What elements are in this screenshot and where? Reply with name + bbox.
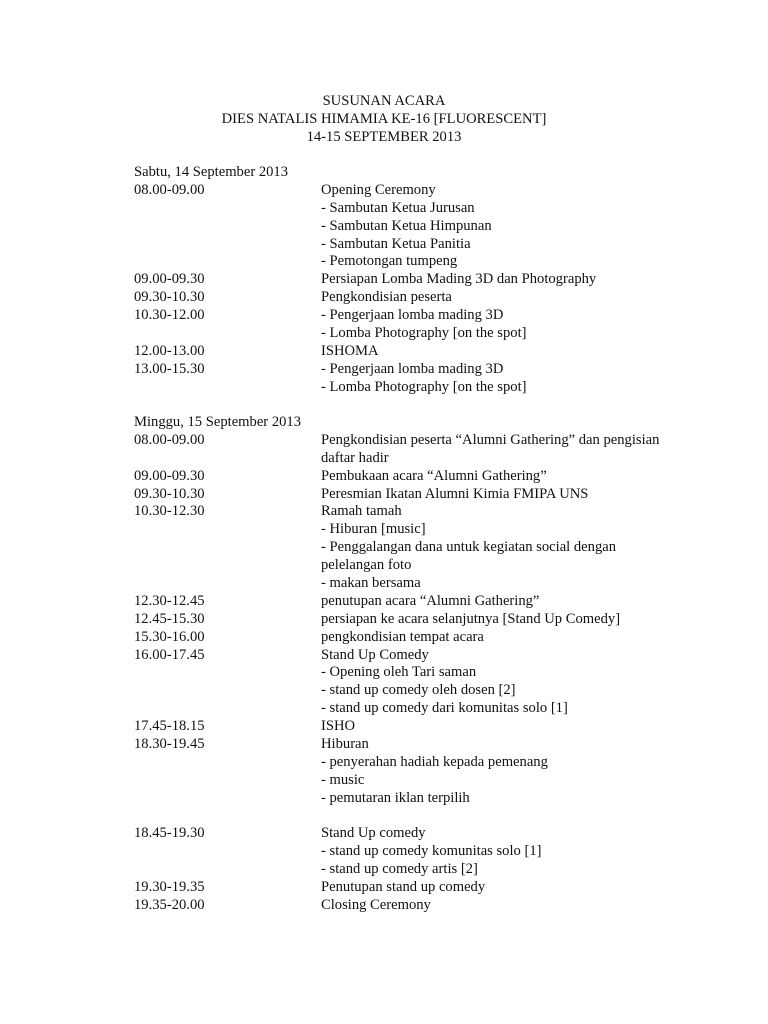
schedule-time: 09.00-09.30 xyxy=(134,467,205,484)
schedule-activity: Pengkondisian peserta xyxy=(321,289,452,306)
schedule-row xyxy=(134,343,714,361)
schedule-time: 12.00-13.00 xyxy=(134,342,205,359)
schedule-activity: Penutupan stand up comedy xyxy=(321,879,486,896)
schedule-row xyxy=(134,468,714,486)
schedule-activity: - stand up comedy komunitas solo [1] xyxy=(321,843,542,860)
day-heading: Minggu, 15 September 2013 xyxy=(134,414,302,430)
schedule-activity: - music xyxy=(321,771,365,788)
schedule-row xyxy=(134,575,714,593)
schedule-row xyxy=(134,432,714,450)
schedule-row xyxy=(134,843,714,861)
schedule-activity: Peresmian Ikatan Alumni Kimia FMIPA UNS xyxy=(321,485,589,502)
event-name: DIES NATALIS HIMAMIA KE-16 [FLUORESCENT] xyxy=(221,111,547,127)
schedule-time: 08.00-09.00 xyxy=(134,181,205,198)
schedule-row xyxy=(134,307,714,325)
day-heading-line xyxy=(134,164,714,182)
schedule-row xyxy=(134,861,714,879)
schedule-row xyxy=(134,700,714,718)
schedule-row xyxy=(134,879,714,897)
schedule-activity: Pembukaan acara “Alumni Gathering” xyxy=(321,467,547,484)
schedule-day-2 xyxy=(134,414,714,915)
schedule-activity: pelelangan foto xyxy=(321,557,412,574)
schedule-row xyxy=(134,629,714,647)
schedule-activity: daftar hadir xyxy=(321,449,389,466)
schedule-activity: - Lomba Photography [on the spot] xyxy=(321,325,527,342)
schedule-time: 12.45-15.30 xyxy=(134,610,205,627)
document-title: SUSUNAN ACARA xyxy=(322,93,446,109)
schedule-row xyxy=(134,325,714,343)
schedule-activity: - Pengerjaan lomba mading 3D xyxy=(321,360,504,377)
schedule-activity: - Penggalangan dana untuk kegiatan social dengan xyxy=(321,539,617,556)
schedule-row xyxy=(134,361,714,379)
schedule-row xyxy=(134,808,714,826)
schedule-activity: Stand Up Comedy xyxy=(321,646,429,663)
event-dates: 14-15 SEPTEMBER 2013 xyxy=(306,129,462,145)
schedule-activity: Hiburan xyxy=(321,736,369,753)
schedule-time: 13.00-15.30 xyxy=(134,360,205,377)
schedule-activity: Closing Ceremony xyxy=(321,897,431,914)
schedule-row xyxy=(134,218,714,236)
schedule-row xyxy=(134,379,714,397)
schedule-time: 19.30-19.35 xyxy=(134,879,205,896)
schedule-row xyxy=(134,718,714,736)
schedule-time: 18.30-19.45 xyxy=(134,736,205,753)
schedule-row xyxy=(134,664,714,682)
schedule-row xyxy=(134,736,714,754)
schedule-time: 09.30-10.30 xyxy=(134,485,205,502)
schedule-row xyxy=(134,682,714,700)
schedule-activity: Opening Ceremony xyxy=(321,181,436,198)
schedule-activity: - makan bersama xyxy=(321,575,421,592)
schedule-time: 16.00-17.45 xyxy=(134,646,205,663)
schedule-row xyxy=(134,539,714,557)
schedule-row xyxy=(134,897,714,915)
schedule-activity: - stand up comedy artis [2] xyxy=(321,861,478,878)
schedule-time: 17.45-18.15 xyxy=(134,718,205,735)
day-heading: Sabtu, 14 September 2013 xyxy=(134,164,289,180)
schedule-activity: Stand Up comedy xyxy=(321,825,426,842)
schedule-activity: Ramah tamah xyxy=(321,503,402,520)
day-heading-line xyxy=(134,414,714,432)
schedule-activity: - stand up comedy oleh dosen [2] xyxy=(321,682,516,699)
schedule-row xyxy=(134,611,714,629)
schedule-activity: ISHO xyxy=(321,718,356,735)
schedule-time: 10.30-12.00 xyxy=(134,307,205,324)
schedule-activity: - Sambutan Ketua Himpunan xyxy=(321,217,492,234)
schedule-time: 19.35-20.00 xyxy=(134,897,205,914)
document-title-block xyxy=(0,92,768,146)
schedule-row xyxy=(134,593,714,611)
schedule-row xyxy=(134,450,714,468)
schedule-row xyxy=(134,503,714,521)
schedule-activity: - Opening oleh Tari saman xyxy=(321,664,477,681)
schedule-day-1 xyxy=(134,164,714,397)
schedule-row xyxy=(134,647,714,665)
schedule-time: 10.30-12.30 xyxy=(134,503,205,520)
schedule-activity: Pengkondisian peserta “Alumni Gathering” dan pengisian xyxy=(321,431,660,448)
schedule-activity: - pemutaran iklan terpilih xyxy=(321,789,470,806)
schedule-activity: pengkondisian tempat acara xyxy=(321,628,484,645)
schedule-row xyxy=(134,289,714,307)
schedule-activity: persiapan ke acara selanjutnya [Stand Up Comedy] xyxy=(321,610,621,627)
schedule-row xyxy=(134,754,714,772)
schedule-row xyxy=(134,790,714,808)
schedule-activity: - penyerahan hadiah kepada pemenang xyxy=(321,753,548,770)
schedule-activity: - Pengerjaan lomba mading 3D xyxy=(321,307,504,324)
schedule-row xyxy=(134,825,714,843)
schedule-activity: ISHOMA xyxy=(321,342,379,359)
schedule-time: 15.30-16.00 xyxy=(134,628,205,645)
schedule-time: 09.30-10.30 xyxy=(134,289,205,306)
schedule-row xyxy=(134,253,714,271)
schedule-row xyxy=(134,182,714,200)
schedule-activity: - Lomba Photography [on the spot] xyxy=(321,378,527,395)
schedule-activity: - stand up comedy dari komunitas solo [1] xyxy=(321,700,568,717)
schedule-time: 12.30-12.45 xyxy=(134,592,205,609)
schedule-row xyxy=(134,200,714,218)
schedule-activity: penutupan acara “Alumni Gathering” xyxy=(321,592,540,609)
schedule-time: 18.45-19.30 xyxy=(134,825,205,842)
schedule-time: 08.00-09.00 xyxy=(134,431,205,448)
schedule-row xyxy=(134,521,714,539)
schedule-activity: - Sambutan Ketua Jurusan xyxy=(321,199,475,216)
schedule-row xyxy=(134,486,714,504)
schedule-row xyxy=(134,271,714,289)
schedule-row xyxy=(134,772,714,790)
schedule-row xyxy=(134,557,714,575)
schedule-activity: - Hiburan [music] xyxy=(321,521,426,538)
schedule-activity: - Pemotongan tumpeng xyxy=(321,253,458,270)
schedule-row xyxy=(134,236,714,254)
schedule-activity: - Sambutan Ketua Panitia xyxy=(321,235,471,252)
schedule-time: 09.00-09.30 xyxy=(134,271,205,288)
schedule-activity: Persiapan Lomba Mading 3D dan Photography xyxy=(321,271,597,288)
